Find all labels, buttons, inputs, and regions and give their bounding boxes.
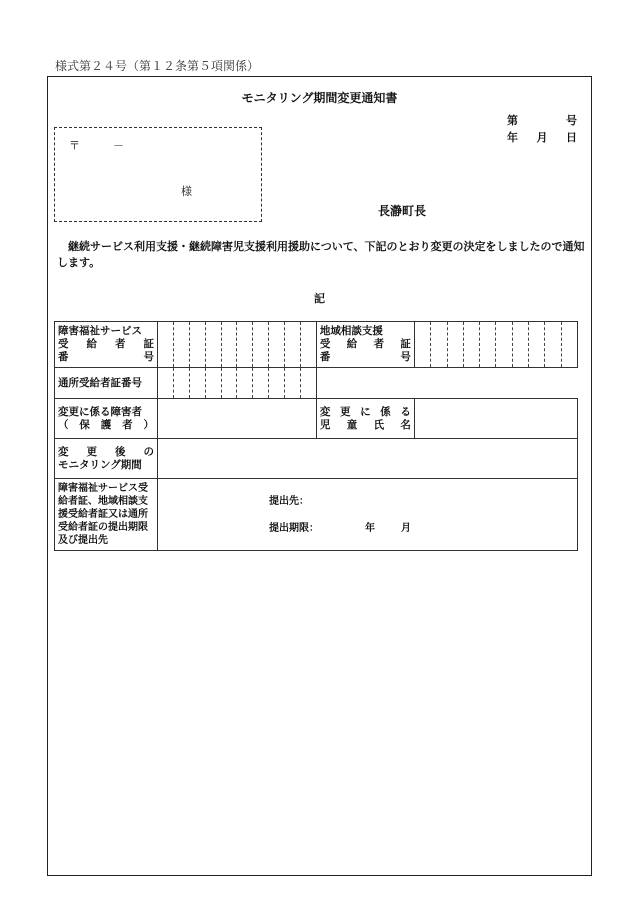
table-row-certificate-numbers	[55, 322, 578, 368]
digit-cell[interactable]	[253, 368, 269, 399]
label-community-certificate-number: 地域相談支援 受 給 者 証 番 号	[316, 322, 414, 368]
document-number-block	[507, 112, 577, 146]
sender-name: 長瀞町長	[378, 204, 427, 218]
digit-cell[interactable]	[463, 322, 479, 368]
digit-cell[interactable]	[447, 322, 463, 368]
body-text: 継続サービス利用支援・継続障害児支援利用援助について、下記のとおり変更の決定をしましたので通知します。	[57, 240, 585, 269]
table-row-submission	[55, 479, 578, 551]
digit-cell[interactable]	[253, 322, 269, 368]
digit-cell[interactable]	[237, 368, 253, 399]
document-title: モニタリング期間変更通知書	[241, 91, 398, 105]
digit-cell[interactable]	[528, 322, 544, 368]
doc-date-day: 日	[566, 131, 577, 144]
digit-cell[interactable]	[301, 322, 317, 368]
submission-field[interactable]	[158, 479, 578, 551]
empty-area	[316, 368, 577, 399]
changed-person-field[interactable]	[158, 399, 317, 439]
postal-dash: －	[113, 139, 124, 152]
digit-cell[interactable]	[205, 368, 221, 399]
digit-cell[interactable]	[189, 368, 205, 399]
label-tsusho-certificate-number: 通所受給者証番号	[55, 368, 158, 399]
recipient-address-box	[54, 127, 262, 222]
digit-cell[interactable]	[269, 322, 285, 368]
deadline-month: 月	[401, 522, 411, 534]
digit-cell[interactable]	[480, 322, 496, 368]
digit-cell[interactable]	[158, 322, 174, 368]
digit-cell[interactable]	[158, 368, 174, 399]
digit-cell[interactable]	[173, 322, 189, 368]
digit-cell[interactable]	[431, 322, 447, 368]
digit-cell[interactable]	[301, 368, 317, 399]
label-changed-child-name: 変 更 に 係 る 児 童 氏 名	[316, 399, 414, 439]
digit-cell[interactable]	[269, 368, 285, 399]
table-row-new-period	[55, 439, 578, 479]
table-row-tsusho-number	[55, 368, 578, 399]
new-monitoring-period-field[interactable]	[158, 439, 578, 479]
ki-heading: 記	[314, 292, 325, 305]
digit-cell[interactable]	[545, 322, 561, 368]
doc-date-month: 月	[536, 131, 548, 144]
table-row-changed-person	[55, 399, 578, 439]
label-welfare-certificate-number: 障害福祉サービス 受 給 者 証 番 号	[55, 322, 158, 368]
form-number: 様式第２４号（第１２条第５項関係）	[55, 59, 260, 73]
doc-number-go: 号	[566, 114, 577, 127]
document-frame	[47, 76, 592, 876]
digit-cell[interactable]	[496, 322, 512, 368]
digit-cell[interactable]	[221, 322, 237, 368]
recipient-honorific: 様	[181, 185, 192, 198]
doc-number-dai: 第	[507, 114, 518, 127]
digit-cell[interactable]	[173, 368, 189, 399]
label-submission-deadline-destination: 障害福祉サービス受 給者証、地域相談支 援受給者証又は通所 受給者証の提出期限 及び提出先	[55, 479, 158, 551]
postal-mark: 〒	[69, 139, 80, 152]
submission-destination: 提出先：	[269, 495, 309, 507]
digit-cell[interactable]	[512, 322, 528, 368]
digit-cell[interactable]	[221, 368, 237, 399]
notification-table	[54, 321, 578, 551]
deadline-year: 年	[365, 522, 375, 534]
label-changed-person: 変更に係る障害者 （ 保 護 者 ）	[55, 399, 158, 439]
digit-cell[interactable]	[285, 368, 301, 399]
digit-cell[interactable]	[285, 322, 301, 368]
doc-date-year: 年	[507, 131, 518, 144]
digit-cell[interactable]	[561, 322, 577, 368]
digit-cell[interactable]	[237, 322, 253, 368]
digit-cell[interactable]	[205, 322, 221, 368]
digit-cell[interactable]	[414, 322, 430, 368]
label-new-monitoring-period: 変 更 後 の モニタリング期間	[55, 439, 158, 479]
changed-child-name-field[interactable]	[414, 399, 577, 439]
digit-cell[interactable]	[189, 322, 205, 368]
submission-deadline: 提出期限： 年 月	[269, 522, 411, 534]
